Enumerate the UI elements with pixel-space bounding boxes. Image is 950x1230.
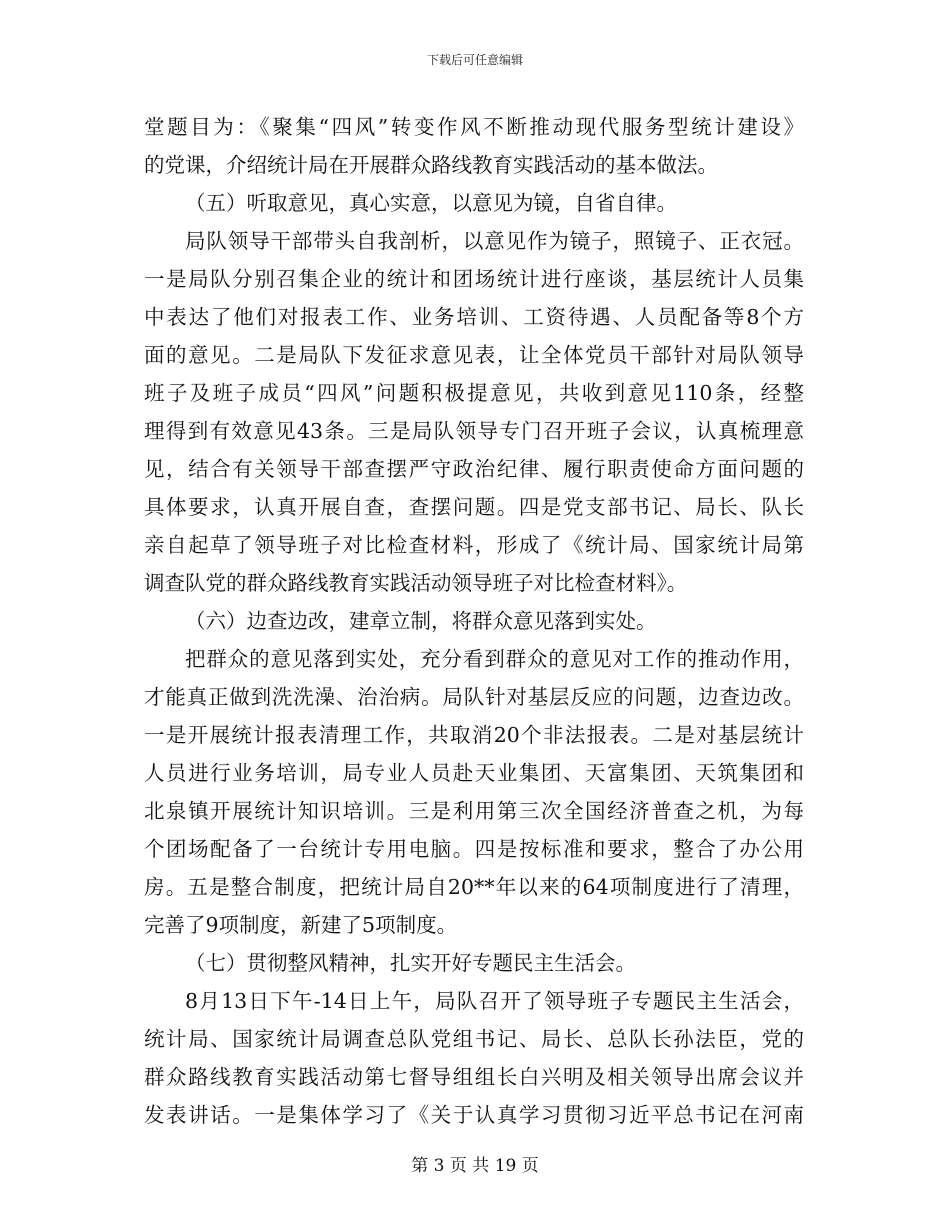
section-heading-line: （七）贯彻整风精神，扎实开好专题民主生活会。	[185, 951, 636, 975]
body-text-line: 房。五是整合制度，把统计局自20**年以来的64项制度进行了清理，	[144, 875, 804, 899]
section-heading-line: （五）听取意见，真心实意，以意见为镜，自省自律。	[185, 191, 677, 215]
body-text-line: 具体要求，认真开展自查，查摆问题。四是党支部书记、局长、队长	[144, 495, 804, 519]
body-text-line: 亲自起草了领导班子对比检查材料，形成了《统计局、国家统计局第	[144, 533, 804, 557]
body-text-line: 人员进行业务培训，局专业人员赴天业集团、天富集团、天筑集团和	[144, 761, 804, 785]
body-text-line: 统计局、国家统计局调查总队党组书记、局长、总队长孙法臣，党的	[144, 1027, 804, 1051]
body-text-line: 面的意见。二是局队下发征求意见表，让全体党员干部针对局队领导	[144, 343, 804, 367]
document-body	[144, 108, 804, 1134]
body-text-line: 发表讲话。一是集体学习了《关于认真学习贯彻习近平总书记在河南	[144, 1103, 804, 1127]
page-header: 下载后可任意编辑	[426, 53, 523, 67]
body-text-line: 班子及班子成员“四风”问题积极提意见，共收到意见110条，经整	[144, 381, 804, 405]
page-number-footer: 第 3 页 共 19 页	[411, 1156, 539, 1176]
body-text-line: 把群众的意见落到实处，充分看到群众的意见对工作的推动作用，	[185, 647, 804, 671]
body-text-line: 一是局队分别召集企业的统计和团场统计进行座谈，基层统计人员集	[144, 267, 804, 291]
body-text-line: 堂题目为：《聚集“四风”转变作风不断推动现代服务型统计建设》	[144, 115, 804, 139]
body-text-line: 北泉镇开展统计知识培训。三是利用第三次全国经济普查之机，为每	[144, 799, 804, 823]
body-text-line: 局队领导干部带头自我剖析，以意见作为镜子，照镜子、正衣冠。	[185, 229, 804, 253]
body-text-line: 才能真正做到洗洗澡、治治病。局队针对基层反应的问题，边查边改。	[144, 685, 804, 709]
body-text-line: 理得到有效意见43条。三是局队领导专门召开班子会议，认真梳理意	[144, 419, 804, 443]
body-text-line: 群众路线教育实践活动第七督导组组长白兴明及相关领导出席会议并	[144, 1065, 804, 1089]
body-text-line: 的党课，介绍统计局在开展群众路线教育实践活动的基本做法。	[144, 153, 718, 177]
body-text-line: 中表达了他们对报表工作、业务培训、工资待遇、人员配备等8个方	[144, 305, 804, 329]
body-text-line: 调查队党的群众路线教育实践活动领导班子对比检查材料》。	[144, 571, 688, 595]
body-text-line: 完善了9项制度，新建了5项制度。	[144, 913, 458, 937]
body-text-line: 8月13日下午-14日上午，局队召开了领导班子专题民主生活会，	[185, 989, 804, 1013]
body-text-line: 一是开展统计报表清理工作，共取消20个非法报表。二是对基层统计	[144, 723, 804, 747]
section-heading-line: （六）边查边改，建章立制，将群众意见落到实处。	[185, 609, 657, 633]
body-text-line: 见，结合有关领导干部查摆严守政治纪律、履行职责使命方面问题的	[144, 457, 804, 481]
body-text-line: 个团场配备了一台统计专用电脑。四是按标准和要求，整合了办公用	[144, 837, 804, 861]
